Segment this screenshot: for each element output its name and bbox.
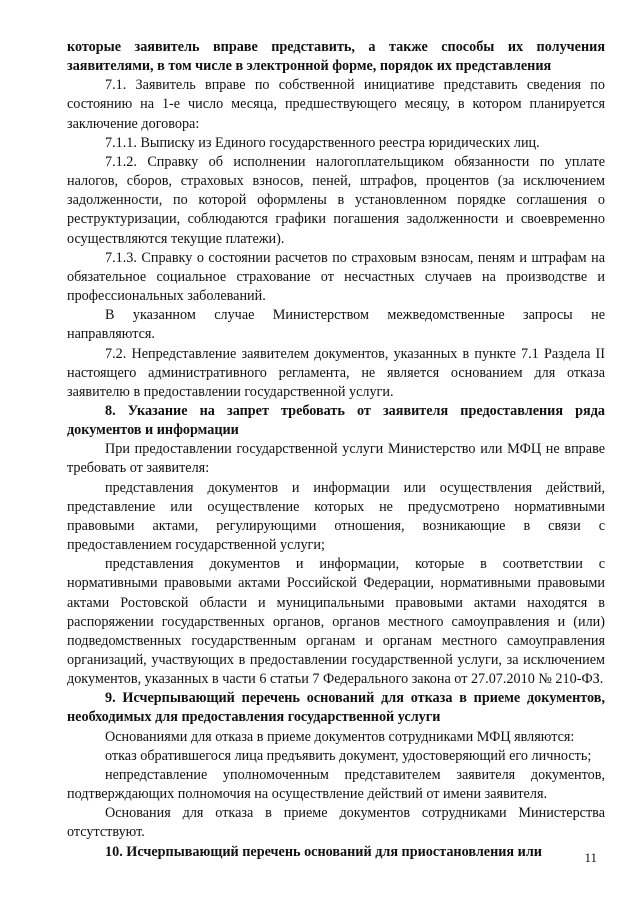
paragraph-7-1-2: 7.1.2. Справку об исполнении налогоплательщиком обязанности по уплате налогов, сборов, страховых взносов, пеней, штрафов, процентов (за исключением задолженности, по которой оформлены в установленном порядке соглашения о реструктуризации, соблюдаются графики погашения задолженности и своевременно осуществляются текущие платежи). xyxy=(67,153,605,247)
paragraph-8-item-1: представления документов и информации или осуществления действий, представление или осуществление которых не предусмотрено нормативными правовыми актами, регулирующими отношения, возникающие в связи с предоставлением государственной услуги; xyxy=(67,479,605,554)
paragraph-7-1: 7.1. Заявитель вправе по собственной инициативе представить сведения по состоянию на 1-е число месяца, предшествующего месяцу, в котором планируется заключение договора: xyxy=(67,77,605,132)
paragraph-9-item-1: отказ обратившегося лица предъявить документ, удостоверяющий его личность; xyxy=(105,747,592,764)
paragraph-8-item-2: представления документов и информации, которые в соответствии с нормативными правовыми актами Российской Федерации, нормативными правовыми актами Ростовской области и муниципальными правовыми актами находятся в распоряжении государственных органов, органов местного самоуправления и (или) подведомственных государственным органам и органам местного самоуправления организаций, участвующих в предоставлении государственной услуги, за исключением документов, указанных в части 6 статьи 7 Федерального закона от 27.07.2010 № 210-ФЗ. xyxy=(67,556,605,688)
paragraph-7-1-1: 7.1.1. Выписку из Единого государственного реестра юридических лиц. xyxy=(105,134,540,151)
document-body xyxy=(67,38,605,862)
section-heading-9: 9. Исчерпывающий перечень оснований для отказа в приеме документов, необходимых для предоставления государственной услуги xyxy=(67,690,605,726)
paragraph-9-ministry: Основания для отказа в приеме документов сотрудниками Министерства отсутствуют. xyxy=(67,805,605,841)
section-heading-8: 8. Указание на запрет требовать от заявителя предоставления ряда документов и информации xyxy=(67,402,605,439)
section-heading-10: 10. Исчерпывающий перечень оснований для приостановления или xyxy=(105,843,542,860)
paragraph-7-1-3: 7.1.3. Справку о состоянии расчетов по страховым взносам, пеням и штрафам на обязательное социальное страхование от несчастных случаев на производстве и профессиональных заболеваний. xyxy=(67,249,605,305)
paragraph-requests: В указанном случае Министерством межведомственные запросы не направляются. xyxy=(67,307,605,343)
page-number: 11 xyxy=(584,850,597,865)
heading-continuation: которые заявитель вправе представить, а также способы их получения заявителями, в том числе в электронной форме, порядок их представления xyxy=(67,39,605,75)
paragraph-7-2: 7.2. Непредставление заявителем документов, указанных в пункте 7.1 Раздела II настоящего административного регламента, не является основанием для отказа заявителю в предоставлении государственной услуги. xyxy=(67,345,605,400)
paragraph-9-intro: Основаниями для отказа в приеме документов сотрудниками МФЦ являются: xyxy=(105,728,575,745)
paragraph-8-intro: При предоставлении государственной услуги Министерство или МФЦ не вправе требовать от заявителя: xyxy=(67,441,605,477)
paragraph-9-item-2: непредставление уполномоченным представителем заявителя документов, подтверждающих полномочия на осуществление действий от имени заявителя. xyxy=(67,766,605,803)
